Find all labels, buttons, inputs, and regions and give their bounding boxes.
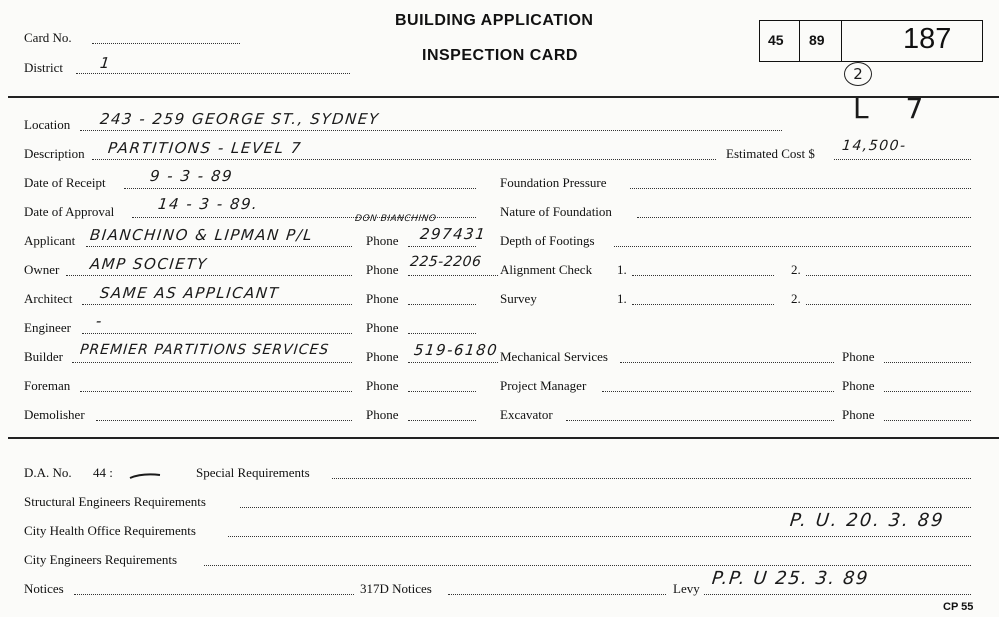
engineer-phone-label: Phone xyxy=(366,320,399,335)
owner-field xyxy=(66,275,352,276)
excavator-phone-label: Phone xyxy=(842,407,875,422)
health-field xyxy=(228,536,971,537)
excavator-label: Excavator xyxy=(500,407,553,422)
architect-label: Architect xyxy=(24,291,73,306)
project-manager-phone-label: Phone xyxy=(842,378,875,393)
applicant-label: Applicant xyxy=(24,233,76,248)
notices-field xyxy=(74,594,354,595)
date-receipt-label: Date of Receipt xyxy=(24,175,106,190)
description-value: PARTITIONS - LEVEL 7 xyxy=(107,139,303,157)
notices-label: Notices xyxy=(24,581,64,596)
estimated-cost-label: Estimated Cost $ xyxy=(726,146,815,161)
applicant-phone-label: Phone xyxy=(366,233,399,248)
applicant-note: DON BIANCHINO xyxy=(354,214,437,224)
district-field xyxy=(76,73,350,74)
excavator-phone-field xyxy=(884,420,971,421)
owner-label: Owner xyxy=(24,262,60,277)
builder-value: PREMIER PARTITIONS SERVICES xyxy=(79,342,331,358)
nature-foundation-label: Nature of Foundation xyxy=(500,204,612,219)
structural-field xyxy=(240,507,971,508)
levy-label: Levy xyxy=(673,581,700,596)
foreman-phone-field xyxy=(408,391,476,392)
card-no-field xyxy=(92,43,240,44)
survey-2-field xyxy=(806,304,971,305)
estimated-cost-field xyxy=(834,159,971,160)
architect-phone-label: Phone xyxy=(366,291,399,306)
depth-footings-field xyxy=(614,246,971,247)
depth-footings-label: Depth of Footings xyxy=(500,233,595,248)
owner-value: AMP SOCIETY xyxy=(89,255,209,273)
demolisher-label: Demolisher xyxy=(24,407,85,422)
city-engineers-label: City Engineers Requirements xyxy=(24,552,178,567)
city-engineers-field xyxy=(204,565,971,566)
description-field xyxy=(92,159,716,160)
applicant-value: BIANCHINO & LIPMAN P/L xyxy=(89,226,315,244)
alignment-2-label: 2. xyxy=(791,262,801,277)
owner-phone-value: 225-2206 xyxy=(409,254,483,270)
date-receipt-value: 9 - 3 - 89 xyxy=(149,167,235,185)
mechanical-phone-field xyxy=(884,362,971,363)
circled-mark xyxy=(844,62,872,86)
estimated-cost-value: 14,500- xyxy=(841,138,908,154)
engineer-label: Engineer xyxy=(24,320,71,335)
card-number-box xyxy=(759,20,983,62)
survey-2-label: 2. xyxy=(791,291,801,306)
mechanical-label: Mechanical Services xyxy=(500,349,608,364)
mechanical-field xyxy=(620,362,834,363)
alignment-2-field xyxy=(806,275,971,276)
da-handwritten-dash xyxy=(128,470,162,482)
architect-field xyxy=(82,304,352,305)
date-receipt-field xyxy=(124,188,476,189)
title-line-1: BUILDING APPLICATION xyxy=(395,12,594,29)
applicant-phone-value: 297431 xyxy=(419,225,488,243)
structural-label: Structural Engineers Requirements xyxy=(24,494,206,509)
foundation-pressure-label: Foundation Pressure xyxy=(500,175,607,190)
applicant-field xyxy=(86,246,352,247)
notices-317d-field xyxy=(448,594,666,595)
health-value: P. U. 20. 3. 89 xyxy=(788,510,946,531)
engineer-phone-field xyxy=(408,333,476,334)
location-value: 243 - 259 GEORGE ST., SYDNEY xyxy=(99,110,381,128)
side-note: L 7 xyxy=(853,92,938,125)
alignment-1-field xyxy=(632,275,774,276)
demolisher-phone-field xyxy=(408,420,476,421)
architect-phone-field xyxy=(408,304,476,305)
owner-phone-label: Phone xyxy=(366,262,399,277)
foreman-label: Foreman xyxy=(24,378,71,393)
description-label: Description xyxy=(24,146,85,161)
header-divider xyxy=(8,96,999,98)
box-a: 45 xyxy=(768,32,784,48)
special-requirements-label: Special Requirements xyxy=(196,465,310,480)
mechanical-phone-label: Phone xyxy=(842,349,875,364)
survey-label: Survey xyxy=(500,291,537,306)
notices-317d-label: 317D Notices xyxy=(360,581,432,596)
foreman-phone-label: Phone xyxy=(366,378,399,393)
engineer-field xyxy=(82,333,352,334)
alignment-1-label: 1. xyxy=(617,262,627,277)
builder-label: Builder xyxy=(24,349,63,364)
title-line-2: INSPECTION CARD xyxy=(422,47,578,64)
box-b: 89 xyxy=(809,32,825,48)
section-divider xyxy=(8,437,999,439)
foreman-field xyxy=(80,391,352,392)
builder-phone-label: Phone xyxy=(366,349,399,364)
survey-1-field xyxy=(632,304,774,305)
builder-phone-field xyxy=(408,362,498,363)
location-field xyxy=(80,130,782,131)
applicant-phone-field xyxy=(408,246,476,247)
card-number: 187 xyxy=(903,23,952,55)
da-label: D.A. No. xyxy=(24,465,72,480)
builder-phone-value: 519-6180 xyxy=(413,341,500,359)
form-code: CP 55 xyxy=(943,601,974,613)
date-approval-value: 14 - 3 - 89. xyxy=(157,195,260,213)
district-label: District xyxy=(24,60,63,75)
survey-1-label: 1. xyxy=(617,291,627,306)
project-manager-phone-field xyxy=(884,391,971,392)
alignment-check-label: Alignment Check xyxy=(500,262,593,277)
builder-field xyxy=(72,362,352,363)
demolisher-field xyxy=(96,420,352,421)
location-label: Location xyxy=(24,117,71,132)
levy-field xyxy=(704,594,971,595)
project-manager-field xyxy=(602,391,834,392)
nature-foundation-field xyxy=(637,217,971,218)
da-value: 44 : xyxy=(93,465,113,480)
date-approval-label: Date of Approval xyxy=(24,204,115,219)
engineer-value: - xyxy=(95,312,104,330)
card-no-label: Card No. xyxy=(24,30,72,45)
district-value: 1 xyxy=(99,54,112,72)
levy-value: P.P. U 25. 3. 89 xyxy=(710,568,871,589)
demolisher-phone-label: Phone xyxy=(366,407,399,422)
project-manager-label: Project Manager xyxy=(500,378,587,393)
foundation-pressure-field xyxy=(630,188,971,189)
health-label: City Health Office Requirements xyxy=(24,523,196,538)
excavator-field xyxy=(566,420,834,421)
architect-value: SAME AS APPLICANT xyxy=(99,284,281,302)
special-requirements-field xyxy=(332,478,971,479)
circled-mark-value: 2 xyxy=(853,65,863,83)
owner-phone-field xyxy=(408,275,498,276)
